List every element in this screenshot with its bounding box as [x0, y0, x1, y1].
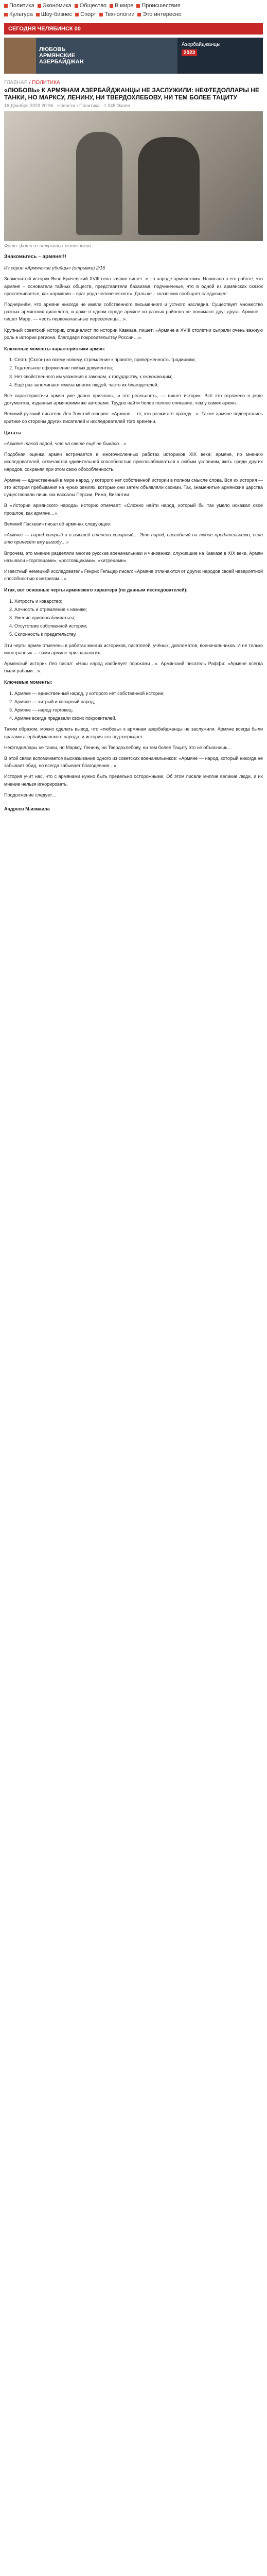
footer-author: Андреев М.измаила — [4, 806, 50, 811]
article-subintro: Из серии «Армянские убийцы» (отрывки) 2/16 — [4, 265, 105, 271]
banner-right-text: Азербайджанцы — [182, 42, 221, 47]
nav-bullet-icon — [99, 13, 103, 16]
nav-link-2[interactable] — [38, 2, 72, 9]
brand-bar[interactable] — [4, 23, 263, 35]
article-body — [4, 253, 263, 799]
article-footer — [4, 806, 263, 811]
quote: «Армяне такой народ, что на свете ещё не бывало…» — [4, 441, 127, 447]
nav-link-5[interactable] — [136, 2, 180, 9]
paragraph: Все характеристики армян уже давно признаны, и это реальность, — пишет историк. Всё это отражено в ряде документов, изданных армянскими же авторами. Трудно найти более полное описание, чем у самих армян. — [4, 393, 263, 406]
article-title: «ЛЮБОВЬ» К АРМЯНАМ АЗЕРБАЙДЖАНЦЫ НЕ ЗАСЛУЖИЛИ: НЕФТЕДОЛЛАРЫ НЕ ТАНКИ, НО МАРКСУ, ЛЕНИНУ, НИ ТВЕРДОХЛЕБОВУ, НИ ТЕМ БОЛЕЕ ТАЦИТУ — [4, 87, 260, 101]
nav-link-5[interactable] — [137, 11, 181, 18]
breadcrumb-home[interactable]: ГЛАВНАЯ — [4, 80, 28, 86]
top-navigation — [0, 0, 267, 20]
list-item: 3. Нет свойственного им уважения к законам, к государству, к окружающим; — [9, 374, 173, 379]
nav-bullet-icon — [136, 4, 140, 8]
list-item: 1. Сеять (Cклон) ко всему новому, стремление к правоте, приверженность традициям; — [9, 357, 196, 363]
paragraph: Нефтедоллары не танки, но Марксу, Ленину, ни Твердохлебову, ни тем более Тациту это не объяснишь… — [4, 744, 233, 750]
article-meta: 16 Декабря 2023 20:36 · Новости › Политика · 1 048 Эхаев — [4, 103, 130, 108]
list-item: 2. Алчность и стремление к наживе; — [9, 606, 87, 612]
section-heading: Ключевые моменты характеристики армян: — [4, 346, 105, 352]
nav-bullet-icon — [110, 4, 113, 8]
list-item: 3. Армяне — народ-торговец; — [9, 707, 73, 713]
nav-row-2 — [4, 11, 263, 18]
banner-right — [177, 38, 263, 74]
paragraph: Таким образом, можно сделать вывод, что «любовь» к армянам азербайджанцы не заслужили. Армяне всегда были врагами азербайджанского народа, и история это подтверждает. — [4, 726, 263, 739]
photo-caption: Фото: фото из открытых источников — [4, 243, 91, 248]
banner-line-1: ЛЮБОВЬ — [39, 46, 66, 53]
breadcrumb-section[interactable]: ПОЛИТИКА — [32, 80, 60, 86]
nav-link-2[interactable] — [36, 11, 72, 18]
paragraph: В «Истории армянского народа» историк отмечает: «Сложно найти народ, который бы так умело искажал своё прошлое, как армяне…». — [4, 503, 263, 516]
photo-figure-left — [76, 132, 122, 235]
paragraph: Армяне — единственный в мире народ, у которого нет собственной истории в полном смысле слова. Вся их история — это история пребывания на чужих землях, которые они затем объявляли своими. Так, знаменитые армянские царства существовали лишь как вассалы Персии, Рима, Византии. — [4, 477, 263, 498]
paragraph: Крупный советский историк, специалист по истории Кавказа, пишет: «Армяне в XVIII столетии сыграли очень важную роль в истории региона, благодаря покровительству России…». — [4, 327, 263, 340]
nav-link-3[interactable] — [75, 2, 106, 9]
promo-banner[interactable] — [4, 38, 263, 74]
nav-link-label: Культура — [9, 11, 33, 18]
banner-text — [36, 38, 177, 74]
nav-link-label: Общество — [79, 3, 107, 9]
photo-background — [4, 111, 263, 241]
nav-link-4[interactable] — [110, 2, 133, 9]
list-item: 4. Ещё раз запоминают имена многих людей, часто их благодетелей; — [9, 382, 159, 387]
section-heading: Ключевые моменты: — [4, 680, 52, 685]
list-3 — [4, 690, 263, 722]
nav-link-label: Политика — [9, 3, 34, 9]
list-2 — [4, 598, 263, 638]
article-photo — [4, 111, 263, 241]
banner-year: 2023 — [182, 49, 197, 56]
nav-link-label: Шоу-бизнес — [41, 11, 73, 18]
nav-link-1[interactable] — [4, 2, 34, 9]
paragraph: Эти черты армян отмечены в работах многих историков, писателей, учёных, дипломатов, военачальников. И не только иностранных — сами армяне признавали их. — [4, 642, 263, 655]
list-item: 4. Отсутствие собственной истории; — [9, 623, 87, 629]
list-item: 4. Армяне всегда предавали своих покровителей. — [9, 716, 117, 721]
nav-row-1 — [4, 2, 263, 9]
paragraph: Известный немецкий исследователь Генрих Гельцер писал: «Армяне отличаются от других народов своей невероятной способностью к интригам…». — [4, 568, 263, 582]
paragraph: Впрочем, это мнение разделяли многие русские военачальники и чиновники, служившие на Кавказе в XIX веке. Армян называли «торговцами», «ростовщиками», «хитрецами». — [4, 550, 263, 563]
paragraph: Подобная оценка армян встречается в многочисленных работах историков XIX века: армяне, по мнению исследователей, отличаются удивительной способностью приспосабливаться к любым условиям, жить среди других народов, сохраняя при этом свою обособленность. — [4, 452, 263, 472]
quote: «Армяне — народ хитрый и в высшей степени коварный… Это народ, способный на любое предательство, если это принесёт ему выгоду…» — [4, 532, 263, 545]
banner-line-3: АЗЕРБАЙДЖАН — [39, 59, 84, 65]
list-item: 2. Тщательное оформление любых документов; — [9, 365, 113, 371]
nav-link-label: В мире — [115, 3, 134, 9]
nav-link-label: Это интересно — [143, 11, 182, 18]
banner-image — [4, 38, 36, 74]
nav-bullet-icon — [36, 13, 40, 16]
photo-figure-right — [138, 137, 200, 235]
nav-bullet-icon — [75, 13, 79, 16]
banner-line-2: АРМЯНСКИЕ — [39, 53, 76, 59]
nav-link-4[interactable] — [99, 11, 134, 18]
article-intro: Знакомьтесь – армяне!!! — [4, 254, 66, 260]
nav-link-label: Происшествия — [141, 3, 181, 9]
paragraph: Знаменитый историк Яков Кричевский XVIII века заявил пишет: «…о народе армянском». Написано в его работе, что армяне – основатели тайных обществ, представители бахаизма, подчинённые, что в одной из армянских сказок прослеживается, как «армянин – враг рода человеческого». Дальше – сказочник сообщает следующее: … — [4, 276, 263, 296]
breadcrumb: ГЛАВНАЯ / ПОЛИТИКА — [4, 80, 60, 86]
paragraph: Армянский историк Лео писал: «Наш народ изобилует пороками…». Армянский писатель Раффи: «Армяне всегда были рабами…». — [4, 660, 263, 674]
nav-link-label: Экономика — [42, 3, 72, 9]
nav-link-label: Спорт — [80, 11, 97, 18]
list-item: 5. Склонность к предательству. — [9, 632, 77, 637]
paragraph: Великий Паскевич писал об армянах следующее: — [4, 521, 112, 527]
brand-label: СЕГОДНЯ ЧЕЛЯБИНСК 00 — [8, 26, 81, 32]
nav-link-3[interactable] — [75, 11, 96, 18]
list-item: 1. Армяне — единственный народ, у которого нет собственной истории; — [9, 690, 165, 696]
list-item: 2. Армяне — хитрый и коварный народ; — [9, 699, 95, 704]
paragraph: Продолжение следует… — [4, 792, 57, 798]
nav-link-1[interactable] — [4, 11, 33, 18]
section-heading: Итак, вот основные черты армянского характера (по данным исследователей): — [4, 587, 188, 593]
nav-bullet-icon — [137, 13, 141, 16]
paragraph: Подчеркнём, что армяне никогда не имели собственного письменного и устного наследия. Существует множество разных армянских диалектов, и даже в одном городе армяне из разных районов не понимают друг друга. Армяне… пишет Марр, — «есть первоначальные переселенцы…». — [4, 302, 263, 322]
list-item: 3. Умение приспосабливаться; — [9, 615, 76, 620]
paragraph: В этой связи вспоминается высказывание одного из советских военачальников: «Армяне — народ, который никогда не забывает обид, но всегда забывает благодеяния…». — [4, 755, 263, 769]
nav-bullet-icon — [75, 4, 78, 8]
list-1 — [4, 356, 263, 388]
nav-bullet-icon — [38, 4, 41, 8]
paragraph: История учит нас, что с армянами нужно быть предельно осторожными. Об этом писали многие великие люди, и их мнение нельзя игнорировать. — [4, 774, 263, 787]
nav-bullet-icon — [4, 4, 8, 8]
list-item: 1. Хитрость и коварство; — [9, 598, 63, 604]
section-heading: Цитаты — [4, 430, 22, 435]
nav-bullet-icon — [4, 13, 8, 16]
nav-link-label: Технологии — [104, 11, 135, 18]
paragraph: Великий русский писатель Лев Толстой говорил: «Армяне… те, кто разжигает вражду…». Также армяне подвергались критике со стороны других писателей и исследователей того времени. — [4, 411, 263, 424]
